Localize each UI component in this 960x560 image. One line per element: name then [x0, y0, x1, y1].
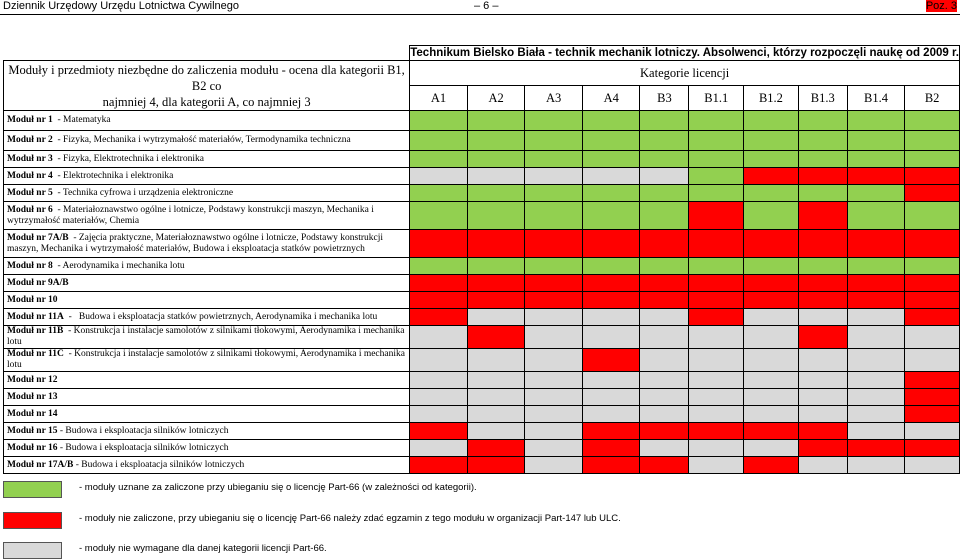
module-label [4, 168, 410, 185]
module-description: - Zajęcia praktyczne, Materiałoznawstwo ogólne i lotnicze, Podstawy konstrukcji maszyn, Mechanika i wytrzymałość materiałów, Budowa i eksploatacja statków powietrznych [7, 232, 386, 254]
status-cell [582, 230, 640, 258]
status-cell [410, 292, 468, 309]
status-cell [410, 131, 468, 151]
status-cell [905, 275, 960, 292]
status-cell [640, 457, 689, 474]
status-cell [410, 406, 468, 423]
status-cell [467, 389, 525, 406]
status-cell [640, 111, 689, 131]
table-row [4, 258, 960, 275]
module-description: - Konstrukcja i instalacje samolotów z silnikami tłokowymi, Aerodynamika i mechanika lotu [7, 326, 407, 347]
status-cell [525, 440, 583, 457]
status-cell [798, 389, 847, 406]
status-cell [798, 309, 847, 326]
table-row [4, 131, 960, 151]
status-cell [467, 349, 525, 372]
status-cell [689, 389, 744, 406]
status-cell [905, 440, 960, 457]
page-number: – 6 – [474, 0, 499, 12]
status-cell [689, 372, 744, 389]
status-cell [689, 457, 744, 474]
position-number: Poz. 3 [925, 0, 957, 12]
status-cell [798, 292, 847, 309]
status-cell [905, 406, 960, 423]
table-row [4, 168, 960, 185]
status-cell [467, 372, 525, 389]
module-description: - Budowa i eksploatacja silników lotniczych [57, 425, 229, 436]
status-cell [525, 406, 583, 423]
module-number: Moduł nr 9A/B [7, 277, 69, 288]
status-cell [467, 151, 525, 168]
status-cell [744, 185, 799, 202]
status-cell [689, 406, 744, 423]
status-cell [689, 258, 744, 275]
status-cell [410, 309, 468, 326]
module-description: - Materiałoznawstwo ogólne i lotnicze, Podstawy konstrukcji maszyn, Mechanika i wytrzymałość materiałów, Chemia [7, 204, 377, 226]
status-cell [744, 131, 799, 151]
status-cell [905, 111, 960, 131]
status-cell [744, 372, 799, 389]
status-cell [640, 168, 689, 185]
module-label [4, 389, 410, 406]
status-cell [847, 131, 905, 151]
status-cell [847, 389, 905, 406]
status-cell [847, 111, 905, 131]
status-cell [467, 258, 525, 275]
legend-text: - moduły nie wymagane dla danej kategorii licencji Part-66. [79, 543, 327, 554]
status-cell [467, 292, 525, 309]
status-cell [640, 349, 689, 372]
status-cell [744, 423, 799, 440]
category-header: A1 [410, 86, 468, 111]
table-row [4, 457, 960, 474]
table-row [4, 406, 960, 423]
status-cell [640, 440, 689, 457]
module-label [4, 151, 410, 168]
status-cell [467, 309, 525, 326]
legend-swatch [3, 512, 62, 529]
status-cell [798, 440, 847, 457]
module-description: - Budowa i eksploatacja silników lotniczych [57, 442, 229, 453]
table-row [4, 372, 960, 389]
status-cell [798, 111, 847, 131]
status-cell [905, 326, 960, 349]
status-cell [410, 230, 468, 258]
status-cell [467, 423, 525, 440]
status-cell [689, 440, 744, 457]
module-number: Moduł nr 11A [7, 311, 64, 322]
status-cell [525, 202, 583, 230]
status-cell [640, 292, 689, 309]
table-row [4, 440, 960, 457]
status-cell [798, 230, 847, 258]
status-cell [410, 389, 468, 406]
status-cell [582, 202, 640, 230]
status-cell [689, 168, 744, 185]
module-number: Moduł nr 15 [7, 425, 58, 436]
status-cell [847, 423, 905, 440]
status-cell [847, 440, 905, 457]
page-header [0, 0, 960, 14]
status-cell [640, 230, 689, 258]
status-cell [640, 309, 689, 326]
status-cell [582, 326, 640, 349]
module-number: Moduł nr 17A/B [7, 459, 74, 470]
legend-text: - moduły nie zaliczone, przy ubieganiu się o licencję Part-66 należy zdać egzamin z tego modułu w organizacji Part-147 lub ULC. [79, 513, 621, 524]
module-number: Moduł nr 1 [7, 115, 53, 125]
status-cell [410, 168, 468, 185]
legend-swatch [3, 481, 62, 498]
module-description: - Fizyka, Elektrotechnika i elektronika [52, 153, 204, 164]
status-cell [467, 275, 525, 292]
status-cell [847, 349, 905, 372]
module-number: Moduł nr 14 [7, 408, 58, 419]
table-row [4, 349, 960, 372]
status-cell [525, 372, 583, 389]
status-cell [467, 185, 525, 202]
status-cell [847, 230, 905, 258]
status-cell [410, 457, 468, 474]
module-number: Moduł nr 3 [7, 153, 53, 164]
status-cell [467, 326, 525, 349]
status-cell [525, 292, 583, 309]
category-header: B1.3 [798, 86, 847, 111]
module-number: Moduł nr 16 [7, 442, 58, 453]
status-cell [582, 168, 640, 185]
status-cell [744, 349, 799, 372]
status-cell [689, 230, 744, 258]
status-cell [582, 185, 640, 202]
table-row [4, 111, 960, 131]
status-cell [525, 349, 583, 372]
table-row [4, 151, 960, 168]
status-cell [467, 168, 525, 185]
subtitle-line-2: najmniej 4, dla kategorii A, co najmniej 3 [102, 95, 311, 109]
module-label [4, 202, 410, 230]
module-label [4, 185, 410, 202]
status-cell [744, 230, 799, 258]
status-cell [410, 349, 468, 372]
status-cell [640, 151, 689, 168]
module-label [4, 258, 410, 275]
status-cell [467, 457, 525, 474]
status-cell [410, 326, 468, 349]
status-cell [847, 275, 905, 292]
status-cell [467, 440, 525, 457]
status-cell [905, 151, 960, 168]
module-number: Moduł nr 12 [7, 374, 58, 385]
module-number: Moduł nr 8 [7, 260, 53, 271]
module-label [4, 131, 410, 151]
status-cell [798, 202, 847, 230]
status-cell [847, 326, 905, 349]
module-description: - Konstrukcja i instalacje samolotów z silnikami tłokowymi, Aerodynamika i mechanika lotu [7, 349, 408, 370]
module-label [4, 406, 410, 423]
module-label [4, 457, 410, 474]
status-cell [689, 423, 744, 440]
status-cell [640, 131, 689, 151]
module-label [4, 111, 410, 131]
status-cell [640, 372, 689, 389]
module-label [4, 440, 410, 457]
module-label [4, 309, 410, 326]
status-cell [582, 131, 640, 151]
status-cell [640, 423, 689, 440]
status-cell [905, 168, 960, 185]
status-cell [582, 372, 640, 389]
status-cell [744, 258, 799, 275]
status-cell [798, 457, 847, 474]
status-cell [640, 389, 689, 406]
status-cell [905, 258, 960, 275]
table-row [4, 275, 960, 292]
status-cell [525, 151, 583, 168]
status-cell [847, 202, 905, 230]
module-number: Moduł nr 7A/B [7, 232, 69, 243]
legend-swatch [3, 542, 62, 559]
status-cell [847, 372, 905, 389]
status-cell [640, 275, 689, 292]
module-label [4, 372, 410, 389]
status-cell [798, 131, 847, 151]
table-row [4, 292, 960, 309]
status-cell [525, 389, 583, 406]
status-cell [847, 309, 905, 326]
status-cell [744, 309, 799, 326]
module-number: Moduł nr 13 [7, 391, 58, 402]
category-header: A2 [467, 86, 525, 111]
status-cell [744, 151, 799, 168]
status-cell [640, 326, 689, 349]
status-cell [689, 185, 744, 202]
status-cell [525, 111, 583, 131]
status-cell [467, 111, 525, 131]
status-cell [582, 151, 640, 168]
status-cell [744, 111, 799, 131]
status-cell [847, 258, 905, 275]
status-cell [582, 440, 640, 457]
status-cell [798, 406, 847, 423]
status-cell [744, 292, 799, 309]
status-cell [410, 372, 468, 389]
status-cell [847, 457, 905, 474]
status-cell [525, 185, 583, 202]
status-cell [847, 292, 905, 309]
category-header: A4 [582, 86, 640, 111]
categories-label: Kategorie licencji [410, 61, 960, 86]
status-cell [744, 168, 799, 185]
status-cell [689, 131, 744, 151]
status-cell [798, 168, 847, 185]
status-cell [640, 406, 689, 423]
table-row [4, 202, 960, 230]
status-cell [744, 389, 799, 406]
status-cell [525, 309, 583, 326]
status-cell [525, 230, 583, 258]
module-number: Moduł nr 2 [7, 135, 53, 145]
status-cell [905, 309, 960, 326]
module-label [4, 275, 410, 292]
status-cell [525, 131, 583, 151]
category-header: B1.4 [847, 86, 905, 111]
status-cell [798, 349, 847, 372]
status-cell [744, 275, 799, 292]
status-cell [905, 292, 960, 309]
status-cell [640, 185, 689, 202]
module-description: - Fizyka, Mechanika i wytrzymałość materiałów, Termodynamika techniczna [52, 135, 351, 145]
status-cell [467, 406, 525, 423]
category-header: B1.1 [689, 86, 744, 111]
module-number: Moduł nr 10 [7, 294, 58, 305]
status-cell [798, 326, 847, 349]
module-description: - Elektrotechnika i elektronika [52, 170, 174, 181]
status-cell [798, 258, 847, 275]
module-description: - Budowa i eksploatacja silników lotniczych [73, 459, 245, 470]
status-cell [798, 185, 847, 202]
status-cell [582, 423, 640, 440]
module-number: Moduł nr 6 [7, 204, 53, 215]
module-label [4, 326, 410, 349]
status-cell [525, 457, 583, 474]
status-cell [467, 202, 525, 230]
status-cell [582, 275, 640, 292]
status-cell [689, 326, 744, 349]
table-row [4, 423, 960, 440]
status-cell [744, 202, 799, 230]
status-cell [847, 406, 905, 423]
status-cell [525, 275, 583, 292]
module-number: Moduł nr 5 [7, 187, 53, 198]
status-cell [525, 423, 583, 440]
status-cell [582, 292, 640, 309]
module-number: Moduł nr 4 [7, 170, 53, 181]
status-cell [905, 423, 960, 440]
module-description: - Technika cyfrowa i urządzenia elektroniczne [52, 187, 234, 198]
module-label [4, 230, 410, 258]
subtitle-line-1: Moduły i przedmioty niezbędne do zaliczenia modułu - ocena dla kategorii B1, B2 co [8, 63, 405, 93]
legend-text: - moduły uznane za zaliczone przy ubieganiu się o licencję Part-66 (w zależności od kategorii). [79, 482, 477, 493]
status-cell [582, 457, 640, 474]
status-cell [905, 202, 960, 230]
table-subtitle [4, 61, 410, 111]
category-header: B3 [640, 86, 689, 111]
status-cell [689, 111, 744, 131]
table-row [4, 230, 960, 258]
module-description: - Matematyka [52, 115, 111, 125]
category-header: B1.2 [744, 86, 799, 111]
status-cell [582, 406, 640, 423]
status-cell [582, 309, 640, 326]
header-divider [0, 14, 960, 15]
category-header: A3 [525, 86, 583, 111]
table-title: Technikum Bielsko Biała - technik mechanik lotniczy. Absolwenci, którzy rozpoczęli naukę od 2009 r. [410, 47, 959, 59]
status-cell [410, 202, 468, 230]
status-cell [744, 457, 799, 474]
status-cell [410, 440, 468, 457]
status-cell [582, 258, 640, 275]
status-cell [689, 349, 744, 372]
module-description: - Aerodynamika i mechanika lotu [52, 260, 185, 271]
status-cell [410, 258, 468, 275]
table-row [4, 185, 960, 202]
table-row [4, 389, 960, 406]
status-cell [410, 275, 468, 292]
status-cell [689, 292, 744, 309]
status-cell [744, 406, 799, 423]
modules-table [3, 45, 960, 474]
status-cell [905, 349, 960, 372]
status-cell [905, 389, 960, 406]
status-cell [410, 111, 468, 131]
status-cell [689, 202, 744, 230]
status-cell [744, 326, 799, 349]
status-cell [905, 230, 960, 258]
status-cell [905, 185, 960, 202]
status-cell [525, 258, 583, 275]
status-cell [410, 151, 468, 168]
status-cell [689, 309, 744, 326]
status-cell [410, 423, 468, 440]
module-number: Moduł nr 11C [7, 349, 64, 359]
status-cell [640, 258, 689, 275]
module-number: Moduł nr 11B [7, 326, 64, 336]
status-cell [410, 185, 468, 202]
module-label [4, 349, 410, 372]
status-cell [905, 131, 960, 151]
status-cell [847, 185, 905, 202]
status-cell [689, 275, 744, 292]
status-cell [847, 151, 905, 168]
status-cell [798, 151, 847, 168]
status-cell [582, 389, 640, 406]
status-cell [582, 111, 640, 131]
status-cell [847, 168, 905, 185]
module-description: - Budowa i eksploatacja statków powietrznych, Aerodynamika i mechanika lotu [63, 311, 378, 322]
module-label [4, 423, 410, 440]
status-cell [798, 275, 847, 292]
status-cell [640, 202, 689, 230]
status-cell [689, 151, 744, 168]
status-cell [905, 457, 960, 474]
status-cell [905, 372, 960, 389]
table-row [4, 309, 960, 326]
status-cell [467, 230, 525, 258]
status-cell [525, 168, 583, 185]
status-cell [467, 131, 525, 151]
status-cell [744, 440, 799, 457]
module-label [4, 292, 410, 309]
journal-title: Dziennik Urzędowy Urzędu Lotnictwa Cywilnego [3, 0, 239, 12]
status-cell [582, 349, 640, 372]
status-cell [798, 423, 847, 440]
category-header: B2 [905, 86, 960, 111]
status-cell [798, 372, 847, 389]
status-cell [525, 326, 583, 349]
table-row [4, 326, 960, 349]
